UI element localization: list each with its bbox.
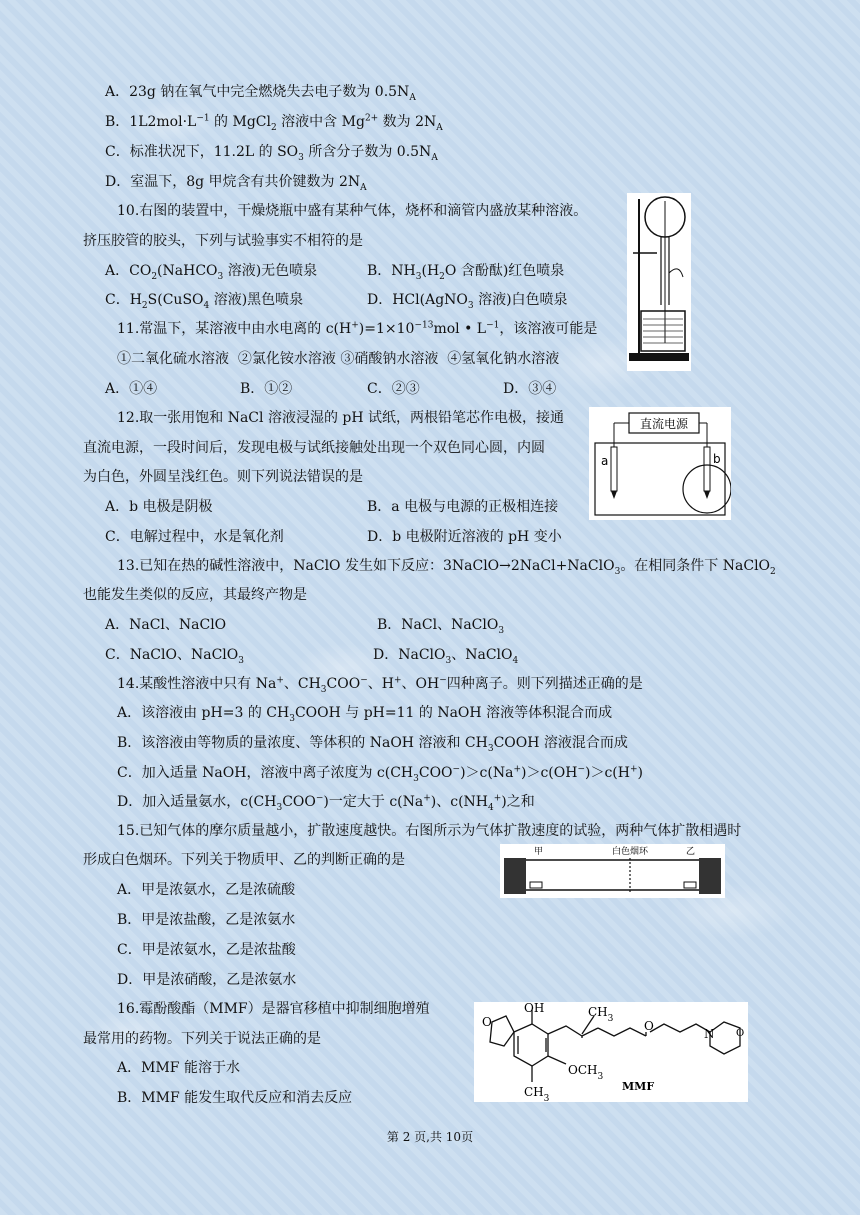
- q10-stem-line2: 挤压胶管的胶头，下列与试验事实不相符的是: [83, 233, 363, 249]
- q12-stem-line3: 为白色，外圆呈浅红色。则下列说法错误的是: [83, 469, 363, 485]
- electrode-a-label: a: [601, 454, 609, 468]
- mmf-ch3-bottom-label: $CH_3$: [524, 1085, 550, 1102]
- fountain-apparatus-figure: [627, 193, 691, 371]
- mmf-carbonyl-o-label: O: [482, 1015, 492, 1029]
- q15-stem-line1: 15.已知气体的摩尔质量越小，扩散速度越快。右图所示为气体扩散速度的试验，两种气体扩散相遇时: [117, 823, 742, 839]
- q13-option-c: C．NaClO、NaClO$_3$: [105, 647, 244, 666]
- q11-option-a: A．①④: [105, 381, 158, 397]
- q15-option-a: A．甲是浓氨水，乙是浓硫酸: [117, 882, 296, 898]
- q9-option-a: A．23g 钠在氧气中完全燃烧失去电子数为 $0.5N_A$: [105, 84, 416, 103]
- q16-option-b: B．MMF 能发生取代反应和消去反应: [117, 1090, 353, 1106]
- q11-stem: 11.常温下，某溶液中由水电离的 $c(H^+)=1\times 10^{-13}mol$ • $L^{-1}$，该溶液可能是: [117, 320, 598, 337]
- mmf-ester-o-label: O: [644, 1019, 654, 1033]
- mmf-structure-figure: [474, 1002, 748, 1102]
- q10-option-c: C．$H_2S(CuSO_4$ 溶液)黑色喷泉: [105, 292, 304, 311]
- q13-option-a: A．NaCl、NaClO: [105, 617, 227, 633]
- q13-option-b: B．NaCl、NaClO$_3$: [377, 617, 505, 636]
- q10-option-d: D．HCl(AgNO$_3$ 溶液)白色喷泉: [367, 292, 568, 311]
- q10-stem-line1: 10.右图的装置中，干燥烧瓶中盛有某种气体，烧杯和滴管内盛放某种溶液。: [117, 203, 588, 219]
- electrode-b-label: b: [713, 452, 721, 466]
- mmf-oh-label: OH: [524, 1002, 545, 1015]
- q12-option-b: B．a 电极与电源的正极相连接: [367, 499, 559, 515]
- q16-stem-line2: 最常用的药物。下列关于说法正确的是: [83, 1031, 321, 1047]
- q12-option-c: C．电解过程中，水是氧化剂: [105, 529, 284, 545]
- power-supply-label: 直流电源: [639, 417, 689, 431]
- q13-stem-line1: 13.已知在热的碱性溶液中，NaClO 发生如下反应：3NaClO→2NaCl+NaClO$_3$。在相同条件下 NaClO$_2$: [117, 558, 776, 577]
- q11-option-b: B．①②: [240, 381, 293, 397]
- q14-stem: 14.某酸性溶液中只有 Na+、$CH_3COO^-$、H+、OH−四种离子。则下列描述正确的是: [117, 675, 643, 695]
- mmf-ring-o-label: O: [736, 1028, 745, 1039]
- q14-option-b: B．该溶液由等物质的量浓度、等体积的 NaOH 溶液和 $CH_3COOH$ 溶液混合而成: [117, 735, 628, 754]
- q11-option-d: D．③④: [503, 381, 557, 397]
- mmf-och3-label: $OCH_3$: [568, 1063, 604, 1082]
- electrolysis-figure: [589, 407, 731, 520]
- q12-stem-line2: 直流电源，一段时间后，发现电极与试纸接触处出现一个双色同心圆，内圆: [83, 440, 545, 456]
- q11-option-c: C．②③: [367, 381, 420, 397]
- mmf-ch3-top-label: $CH_3$: [588, 1005, 614, 1024]
- q16-option-a: A．MMF 能溶于水: [117, 1060, 240, 1076]
- q11-items: ①二氧化硫水溶液 ②氯化铵水溶液 ③硝酸钠水溶液 ④氢氧化钠水溶液: [117, 351, 560, 367]
- mmf-name-label: MMF: [622, 1080, 655, 1093]
- q15-option-c: C．甲是浓氨水，乙是浓盐酸: [117, 942, 296, 958]
- q10-option-a: A．$CO_2(NaHCO_3$ 溶液)无色喷泉: [105, 263, 318, 282]
- q16-stem-line1: 16.霉酚酸酯（MMF）是器官移植中抑制细胞增殖: [117, 1001, 430, 1017]
- q12-stem-line1: 12.取一张用饱和 NaCl 溶液浸湿的 pH 试纸，两根铅笔芯作电极，接通: [117, 410, 565, 426]
- q15-stem-line2: 形成白色烟环。下列关于物质甲、乙的判断正确的是: [83, 852, 405, 868]
- tube-left-label: 甲: [534, 847, 544, 857]
- q9-option-c: C．标准状况下，11.2L 的 $SO_3$ 所含分子数为 $0.5N_A$: [105, 144, 438, 163]
- q12-option-a: A．b 电极是阴极: [105, 499, 213, 515]
- q9-option-b: B．$1L2mol\cdot L^{-1}$ 的 MgCl$_2$ 溶液中含 $Mg^{2+}$ 数为 $2N_A$: [105, 113, 443, 133]
- q15-option-b: B．甲是浓盐酸，乙是浓氨水: [117, 912, 296, 928]
- q15-option-d: D．甲是浓硝酸，乙是浓氨水: [117, 972, 297, 988]
- diffusion-tube-figure: [500, 844, 725, 898]
- q14-option-a: A．该溶液由 pH=3 的 $CH_3COOH$ 与 pH=11 的 NaOH 溶液等体积混合而成: [117, 705, 613, 724]
- q14-option-c: C．加入适量 NaOH，溶液中离子浓度为 $c(CH_3COO^-)>c(Na^+)>c(OH^-)>c(H^+)$: [117, 764, 643, 784]
- tube-smoke-ring-label: 白色烟环: [611, 847, 649, 857]
- q14-option-d: D．加入适量氨水，$c(CH_3COO^-)$一定大于 c(Na+)、$c(NH_4^+)$之和: [117, 793, 535, 813]
- tube-right-label: 乙: [686, 847, 696, 857]
- q9-option-d: D．室温下，8g 甲烷含有共价键数为 $2N_A$: [105, 174, 367, 193]
- q13-option-d: D．NaClO$_3$、NaClO$_4$: [373, 647, 519, 666]
- q13-stem-line2: 也能发生类似的反应，其最终产物是: [83, 587, 307, 603]
- q12-option-d: D．b 电极附近溶液的 pH 变小: [367, 529, 562, 545]
- mmf-n-label: N: [704, 1027, 715, 1041]
- page-footer: 第 2 页,共 10页: [386, 1130, 474, 1144]
- q10-option-b: B．$NH_3(H_2O$ 含酚酞)红色喷泉: [367, 263, 565, 282]
